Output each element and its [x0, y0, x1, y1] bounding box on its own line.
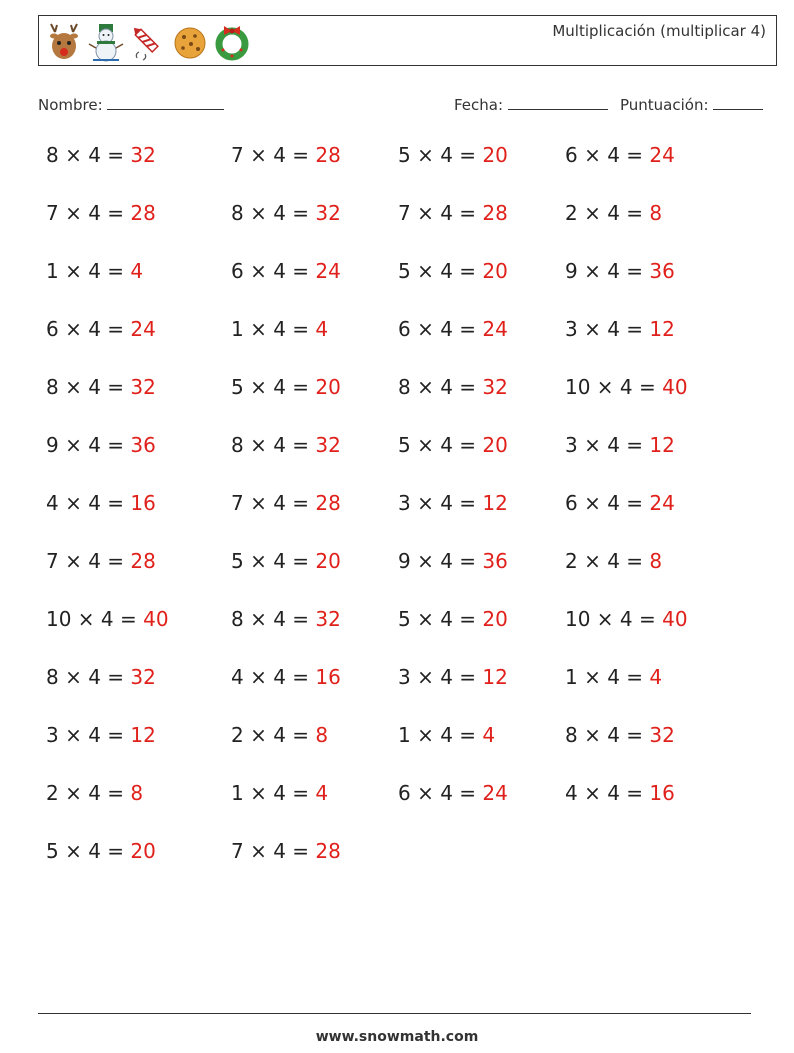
problem-question: 7 × 4 =	[398, 201, 483, 225]
problem-question: 6 × 4 =	[46, 317, 131, 341]
multiplication-problem	[398, 781, 508, 805]
problem-answer: 4	[649, 665, 663, 689]
problem-answer: 24	[482, 317, 508, 341]
multiplication-problem	[231, 259, 341, 283]
multiplication-problem	[398, 549, 508, 573]
problem-question: 7 × 4 =	[231, 491, 316, 515]
multiplication-problem	[46, 259, 143, 283]
problem-question: 4 × 4 =	[46, 491, 131, 515]
problem-answer: 16	[130, 491, 156, 515]
problem-question: 6 × 4 =	[231, 259, 316, 283]
problem-answer: 20	[482, 259, 508, 283]
problem-question: 4 × 4 =	[231, 665, 316, 689]
problem-answer: 28	[130, 549, 156, 573]
problem-question: 7 × 4 =	[46, 549, 131, 573]
multiplication-problem	[398, 491, 508, 515]
multiplication-problem	[46, 665, 156, 689]
worksheet-title: Multiplicación (multiplicar 4)	[552, 22, 766, 40]
multiplication-problem	[398, 317, 508, 341]
multiplication-problem	[565, 723, 675, 747]
problem-answer: 40	[662, 607, 688, 631]
problem-question: 7 × 4 =	[231, 839, 316, 863]
problem-answer: 12	[649, 433, 675, 457]
problem-answer: 24	[482, 781, 508, 805]
multiplication-problem	[46, 549, 156, 573]
problem-question: 10 × 4 =	[46, 607, 144, 631]
problem-answer: 32	[130, 143, 156, 167]
multiplication-problem	[46, 839, 156, 863]
problem-question: 2 × 4 =	[231, 723, 316, 747]
problem-question: 10 × 4 =	[565, 607, 663, 631]
problem-answer: 32	[315, 607, 341, 631]
multiplication-problem	[231, 665, 341, 689]
multiplication-problem	[398, 723, 495, 747]
problem-question: 9 × 4 =	[46, 433, 131, 457]
problem-answer: 28	[130, 201, 156, 225]
problem-question: 6 × 4 =	[565, 143, 650, 167]
problem-answer: 36	[130, 433, 156, 457]
problem-question: 5 × 4 =	[46, 839, 131, 863]
problem-answer: 24	[315, 259, 341, 283]
problem-question: 2 × 4 =	[565, 549, 650, 573]
problem-question: 5 × 4 =	[231, 375, 316, 399]
multiplication-problem	[398, 143, 508, 167]
problem-answer: 28	[482, 201, 508, 225]
multiplication-problem	[398, 433, 508, 457]
problem-answer: 24	[649, 143, 675, 167]
problem-question: 6 × 4 =	[398, 781, 483, 805]
multiplication-problem	[46, 201, 156, 225]
problem-answer: 4	[315, 317, 329, 341]
multiplication-problem	[398, 375, 508, 399]
problem-question: 8 × 4 =	[565, 723, 650, 747]
problem-answer: 4	[130, 259, 144, 283]
multiplication-problem	[46, 375, 156, 399]
multiplication-problem	[231, 839, 341, 863]
problem-answer: 36	[649, 259, 675, 283]
multiplication-problem	[565, 433, 675, 457]
problem-answer: 12	[649, 317, 675, 341]
problem-answer: 40	[143, 607, 169, 631]
date-blank	[508, 95, 608, 110]
problem-answer: 28	[315, 491, 341, 515]
problem-question: 5 × 4 =	[231, 549, 316, 573]
problem-answer: 4	[315, 781, 329, 805]
problem-question: 9 × 4 =	[565, 259, 650, 283]
problem-question: 5 × 4 =	[398, 433, 483, 457]
problem-question: 8 × 4 =	[231, 433, 316, 457]
problem-answer: 32	[315, 201, 341, 225]
problem-question: 8 × 4 =	[231, 607, 316, 631]
problem-answer: 8	[315, 723, 329, 747]
multiplication-problem	[565, 549, 662, 573]
footer-divider	[38, 1013, 751, 1014]
multiplication-problem	[565, 665, 662, 689]
problem-answer: 8	[130, 781, 144, 805]
reindeer-icon	[45, 22, 83, 62]
problem-answer: 28	[315, 143, 341, 167]
multiplication-problem	[46, 491, 156, 515]
date-field	[454, 95, 608, 114]
multiplication-problem	[46, 317, 156, 341]
problem-answer: 32	[649, 723, 675, 747]
problem-question: 6 × 4 =	[398, 317, 483, 341]
name-label: Nombre:	[38, 96, 103, 114]
multiplication-problem	[231, 723, 328, 747]
multiplication-problem	[231, 317, 328, 341]
problem-answer: 32	[130, 665, 156, 689]
problem-answer: 12	[482, 491, 508, 515]
problem-question: 7 × 4 =	[231, 143, 316, 167]
problem-question: 10 × 4 =	[565, 375, 663, 399]
problem-answer: 28	[315, 839, 341, 863]
problem-question: 1 × 4 =	[398, 723, 483, 747]
multiplication-problem	[231, 607, 341, 631]
problem-answer: 4	[482, 723, 496, 747]
problem-answer: 20	[482, 143, 508, 167]
problem-answer: 32	[315, 433, 341, 457]
footer-url: www.snowmath.com	[315, 1029, 479, 1045]
decorative-icons	[45, 22, 251, 62]
score-label: Puntuación:	[620, 96, 709, 114]
problem-answer: 20	[482, 607, 508, 631]
problem-question: 2 × 4 =	[46, 781, 131, 805]
problem-question: 5 × 4 =	[398, 259, 483, 283]
multiplication-problem	[46, 781, 143, 805]
multiplication-problem	[231, 781, 328, 805]
problem-question: 3 × 4 =	[398, 491, 483, 515]
multiplication-problem	[231, 375, 341, 399]
multiplication-problem	[565, 607, 688, 631]
multiplication-problem	[565, 143, 675, 167]
multiplication-problem	[231, 549, 341, 573]
problem-question: 8 × 4 =	[398, 375, 483, 399]
date-label: Fecha:	[454, 96, 504, 114]
problem-question: 9 × 4 =	[398, 549, 483, 573]
problem-question: 2 × 4 =	[565, 201, 650, 225]
problem-question: 8 × 4 =	[46, 375, 131, 399]
problem-question: 8 × 4 =	[46, 665, 131, 689]
problem-answer: 8	[649, 549, 663, 573]
problem-answer: 16	[315, 665, 341, 689]
wreath-icon	[213, 22, 251, 62]
problem-question: 5 × 4 =	[398, 143, 483, 167]
multiplication-problem	[46, 143, 156, 167]
problem-question: 1 × 4 =	[46, 259, 131, 283]
problem-question: 7 × 4 =	[46, 201, 131, 225]
problem-question: 6 × 4 =	[565, 491, 650, 515]
problem-answer: 8	[649, 201, 663, 225]
problem-answer: 20	[482, 433, 508, 457]
multiplication-problem	[231, 491, 341, 515]
problem-answer: 16	[649, 781, 675, 805]
problem-answer: 20	[315, 375, 341, 399]
multiplication-problem	[398, 201, 508, 225]
problem-question: 8 × 4 =	[46, 143, 131, 167]
problem-answer: 12	[482, 665, 508, 689]
problem-question: 4 × 4 =	[565, 781, 650, 805]
problem-question: 1 × 4 =	[565, 665, 650, 689]
problem-question: 1 × 4 =	[231, 317, 316, 341]
snowman-icon	[87, 22, 125, 62]
problem-answer: 20	[130, 839, 156, 863]
problem-answer: 12	[130, 723, 156, 747]
multiplication-problem	[398, 259, 508, 283]
multiplication-problem	[565, 781, 675, 805]
multiplication-problem	[231, 201, 341, 225]
problem-answer: 24	[649, 491, 675, 515]
problem-answer: 32	[482, 375, 508, 399]
multiplication-problem	[565, 491, 675, 515]
name-blank	[107, 95, 224, 110]
problem-answer: 20	[315, 549, 341, 573]
problem-question: 3 × 4 =	[565, 433, 650, 457]
worksheet-header	[38, 15, 777, 66]
score-blank	[713, 95, 763, 110]
name-field	[38, 95, 224, 114]
multiplication-problem	[231, 433, 341, 457]
multiplication-problem	[565, 317, 675, 341]
multiplication-problem	[231, 143, 341, 167]
problem-question: 5 × 4 =	[398, 607, 483, 631]
cookie-icon	[171, 22, 209, 62]
problem-answer: 36	[482, 549, 508, 573]
problem-question: 3 × 4 =	[565, 317, 650, 341]
multiplication-problem	[46, 607, 169, 631]
problem-answer: 40	[662, 375, 688, 399]
problem-question: 1 × 4 =	[231, 781, 316, 805]
problem-question: 3 × 4 =	[46, 723, 131, 747]
multiplication-problem	[46, 433, 156, 457]
problem-answer: 32	[130, 375, 156, 399]
problem-answer: 24	[130, 317, 156, 341]
multiplication-problem	[565, 375, 688, 399]
multiplication-problem	[398, 607, 508, 631]
multiplication-problem	[565, 259, 675, 283]
multiplication-problem	[565, 201, 662, 225]
firework-rocket-icon	[129, 22, 167, 62]
multiplication-problem	[46, 723, 156, 747]
multiplication-problem	[398, 665, 508, 689]
problem-question: 8 × 4 =	[231, 201, 316, 225]
score-field	[620, 95, 763, 114]
problem-question: 3 × 4 =	[398, 665, 483, 689]
